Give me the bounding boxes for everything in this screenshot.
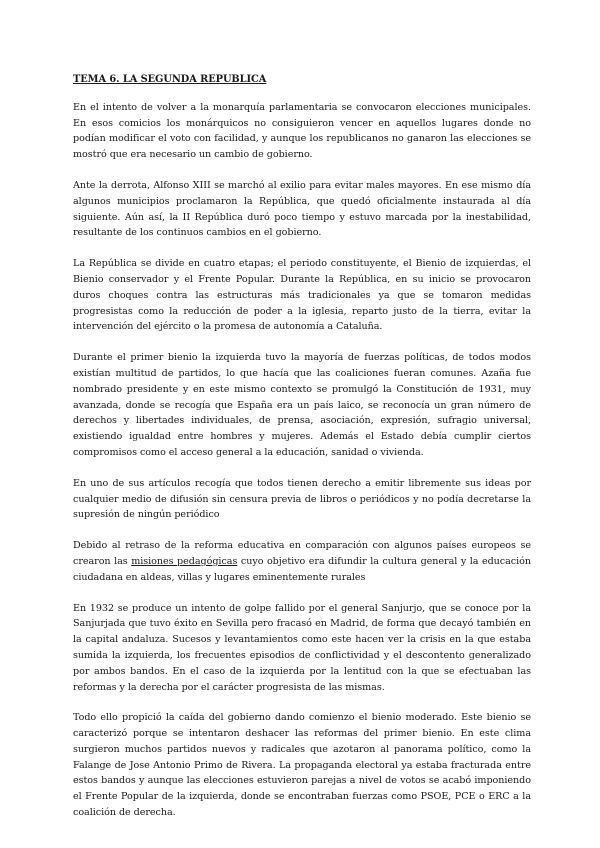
- document-title: TEMA 6. LA SEGUNDA REPUBLICA: [73, 74, 267, 85]
- misiones-pedagogicas-underlined: misiones pedagógicas: [131, 555, 238, 567]
- paragraph-primer-bienio: Durante el primer bienio la izquierda tuvo la mayoría de fuerzas políticas, de todos modos existían multitud de partidos, lo que hacía que las coaliciones fueran comunes. Azaña fue nombrado presidente y en este mismo contexto se promulgó la Constitución de 1931, muy avanzada, donde se recogía que España era un país laico, se reconocía un gran número de derechos y libertades individuales, de prensa, asociación, expresión, sufragio universal, existiendo igualdad entre hombres y mujeres. Además el Estado debía cumplir ciertos compromisos como el acceso general a la educación, sanidad o vivienda.: [73, 352, 531, 458]
- paragraph-exilio-alfonso-xiii: Ante la derrota, Alfonso XIII se marchó al exilio para evitar males mayores. En ese mismo día algunos municipios proclamaron la República, que quedó oficialmente instaurada al día siguiente. Aún así, la II República duró poco tiempo y estuvo marcada por la inestabilidad, resultante de los continuos cambios en el gobierno.: [73, 179, 531, 239]
- paragraph-etapas-republica: La República se divide en cuatro etapas; el periodo constituyente, el Bienio de izquierdas, el Bienio conservador y el Frente Popular. Durante la República, en su inicio se provocaron duros choques contra las estructuras más tradicionales ya que se tomaron medidas progresistas como la reducción de poder a la iglesia, reparto justo de la tierra, evitar la intervención del ejército o la promesa de autonomía a Cataluña.: [73, 258, 531, 333]
- paragraph-misiones-after: cuyo objetivo era difundir la cultura general y la educación ciudadana en aldeas, villas y lugares eminentemente rurales: [73, 555, 531, 583]
- paragraph-elecciones-municipales: En el intento de volver a la monarquía parlamentaria se convocaron elecciones municipales. En esos comicios los monárquicos no consiguieron vencer en aquellos lugares donde no podían modificar el voto con facilidad, y aunque los republicanos no ganaron las elecciones se mostró que era necesario un cambio de gobierno.: [73, 101, 531, 161]
- document-page: [73, 72, 531, 836]
- paragraph-misiones-before: Debido al retraso de la reforma educativa en comparación con algunos países europeos se crearon las: [73, 540, 531, 567]
- paragraph-misiones-pedagogicas: [73, 538, 531, 585]
- paragraph-bienio-moderado: Todo ello propició la caída del gobierno dando comienzo el bienio moderado. Este bienio se caracterizó porque se intentaron deshacer las reformas del primer bienio. En este clima surgieron muchos partidos nuevos y radicales que azotaron al panorama político, como la Falange de Jose Antonio Primo de Rivera. La propaganda electoral ya estaba fracturada entre estos bandos y aunque las elecciones estuvieron parejas a nivel de votos se acabó imponiendo el Frente Popular de la izquierda, donde se encontraban fuerzas como PSOE, PCE o ERC a la coalición de derecha.: [73, 712, 531, 819]
- paragraph-sanjurjada: En 1932 se produce un intento de golpe fallido por el general Sanjurjo, que se conoce por la Sanjurjada que tuvo éxito en Sevilla pero fracasó en Madrid, de forma que decayó también en la capital andaluza. Sucesos y levantamientos como este hacen ver la crisis en la que estaba sumida la izquierda, los frecuentes episodios de conflictividad y el descontento generalizado por ambos bandos. En el caso de la izquierda por la lentitud con la que se efectuaban las reformas y la derecha por el carácter progresista de las mismas.: [73, 602, 531, 693]
- paragraph-libertad-expresion: En uno de sus artículos recogía que todos tienen derecho a emitir libremente sus ideas por cualquier medio de difusión sin censura previa de libros o periódicos y no podía decretarse la supresión de ningún periódico: [73, 477, 531, 521]
